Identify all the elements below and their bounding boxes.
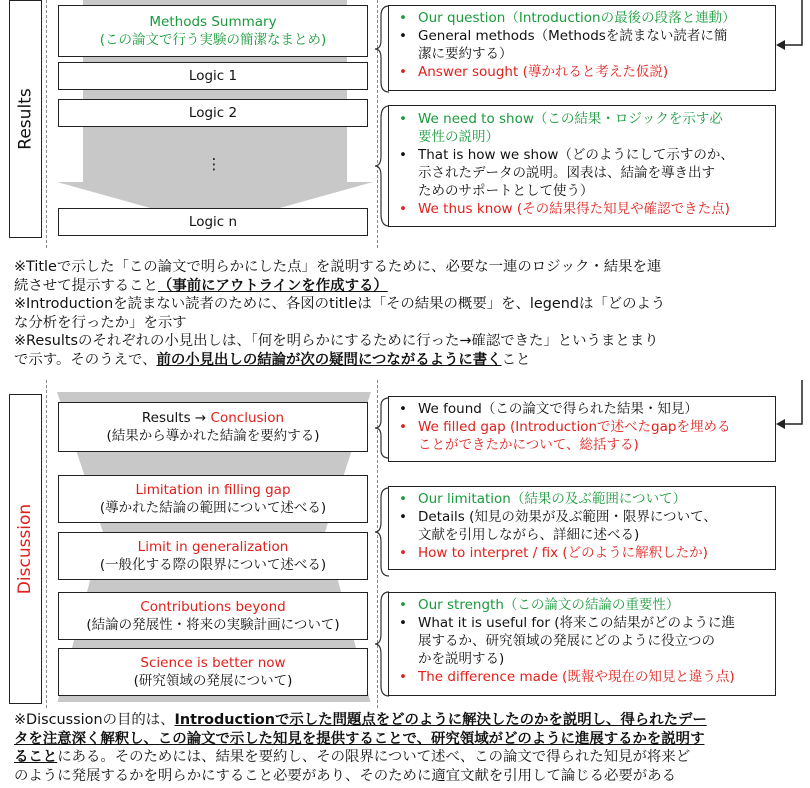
note-line: ることにある。そのためには、結果を要約し、その限界について述べ、この論文で得られた知見が将来ど xyxy=(14,749,691,766)
science-better-title: Science is better now xyxy=(140,655,286,671)
dashed-divider xyxy=(46,380,47,708)
discussion-label: Discussion xyxy=(15,503,36,595)
connector-arrow xyxy=(776,0,810,60)
note-line: な分析を行ったか」を示す xyxy=(14,314,187,331)
note-line: ※Discussionの目的は、Introductionで示した問題点をどのように解決したのかを説明し、得られたデー xyxy=(14,712,707,728)
methods-summary-subtitle: (この論文で行う実験の簡潔なまとめ) xyxy=(99,32,327,48)
how-we-show-item: • That is how we show（どのようにして示すのか、 示されたデータの説明。図表は、結論を導き出す ためのサポートとして使う） xyxy=(397,146,769,200)
science-better-subtitle: (研究領域の発展について) xyxy=(133,673,293,689)
results-section xyxy=(0,0,810,250)
results-notes xyxy=(14,258,804,370)
discussion-label-box xyxy=(9,394,42,704)
limit-generalization-box xyxy=(58,532,368,580)
dashed-divider xyxy=(46,0,47,248)
note-line: ※Resultsのそれぞれの小見出しは、「何を明らかにするために行った→確認できた」というまとまり xyxy=(14,333,659,350)
ellipsis-icon: ⋮ xyxy=(206,155,222,173)
conclusion-subtitle: (結果から導かれた結論を要約する) xyxy=(106,428,320,444)
limit-generalization-subtitle: (一般化する際の限界について述べる) xyxy=(99,557,327,573)
results-logic-panel xyxy=(388,105,776,227)
results-overview-panel xyxy=(388,5,776,91)
results-label: Results xyxy=(15,88,36,150)
filled-gap-item: • We filled gap (Introductionで述べたgapを埋める ことができたかについて、総括する) xyxy=(397,418,769,454)
discussion-strength-panel xyxy=(388,592,776,696)
note-line: で示す。そのうえで、前の小見出しの結論が次の疑問につながるように書くこと xyxy=(14,351,531,368)
note-line: タを注意深く解釈し、この論文で示した知見を提供することで、研究領域がどのように進展するかを説明す xyxy=(14,730,705,747)
science-better-box xyxy=(58,648,368,696)
we-found-item: • We found（この論文で得られた結果・知見） xyxy=(397,400,769,418)
general-methods-item: • General methods（Methodsを読まない読者に簡 潔に要約する） xyxy=(397,27,769,63)
interpret-fix-item: • How to interpret / fix (どのように解釈したか) xyxy=(397,544,769,562)
conclusion-title: Results → Conclusion xyxy=(141,410,285,426)
limit-generalization-title: Limit in generalization xyxy=(137,539,289,555)
conclusion-box xyxy=(58,402,368,452)
logic-box-n xyxy=(58,208,368,236)
contributions-box xyxy=(58,592,368,640)
useful-for-item: • What it is useful for (将来この結果がどのように進 展するか、研究領域の発展にどのように役立つの かを説明する) xyxy=(397,614,769,668)
limitation-gap-subtitle: (導かれた結論の範囲について述べる) xyxy=(99,500,327,516)
need-to-show-item: • We need to show（この結果・ロジックを示す必 要性の説明） xyxy=(397,110,769,146)
contributions-subtitle: (結論の発展性・将来の実験計画について) xyxy=(86,617,340,633)
methods-summary-box xyxy=(58,5,368,57)
logic-box-label: Logic 2 xyxy=(188,105,238,121)
our-limitation-item: • Our limitation（結果の及ぶ範囲について） xyxy=(397,490,769,508)
limitation-gap-title: Limitation in filling gap xyxy=(135,482,291,498)
discussion-notes xyxy=(14,711,804,785)
logic-box-label: Logic 1 xyxy=(188,68,238,84)
details-item: • Details (知見の効果が及ぶ範囲・限界について、 文献を引用しながら、詳細に述べる) xyxy=(397,508,769,544)
discussion-limitation-panel xyxy=(388,486,776,570)
connector-arrow xyxy=(776,380,810,436)
note-line: 続させて提示すること（事前にアウトラインを作成する） xyxy=(14,277,388,294)
difference-made-item: • The difference made (既報や現在の知見と違う点) xyxy=(397,668,769,686)
logic-box-2 xyxy=(58,99,368,127)
our-question-item: • Our question（Introductionの最後の段落と連動） xyxy=(397,9,769,27)
limitation-gap-box xyxy=(58,475,368,523)
note-line: ※Titleで示した「この論文で明らかにした点」を説明するために、必要な一連のロジック・結果を連 xyxy=(14,259,662,275)
our-strength-item: • Our strength（この論文の結論の重要性） xyxy=(397,596,769,614)
logic-box-label: Logic n xyxy=(188,214,238,230)
discussion-findings-panel xyxy=(388,396,776,462)
results-label-box xyxy=(9,0,42,238)
contributions-title: Contributions beyond xyxy=(140,599,286,615)
answer-sought-item: • Answer sought (導かれると考えた仮説) xyxy=(397,63,769,81)
thus-know-item: • We thus know (その結果得た知見や確認できた点) xyxy=(397,200,769,218)
note-line: ※Introductionを読まない読者のために、各図のtitleは「その結果の概要」を、legendは「どのよう xyxy=(14,296,666,313)
methods-summary-title: Methods Summary xyxy=(149,14,277,30)
discussion-section xyxy=(0,380,810,710)
note-line: のように発展するかを明らかにすること必要があり、そのために適宜文献を引用して論じる必要がある xyxy=(14,767,676,784)
logic-box-1 xyxy=(58,62,368,90)
